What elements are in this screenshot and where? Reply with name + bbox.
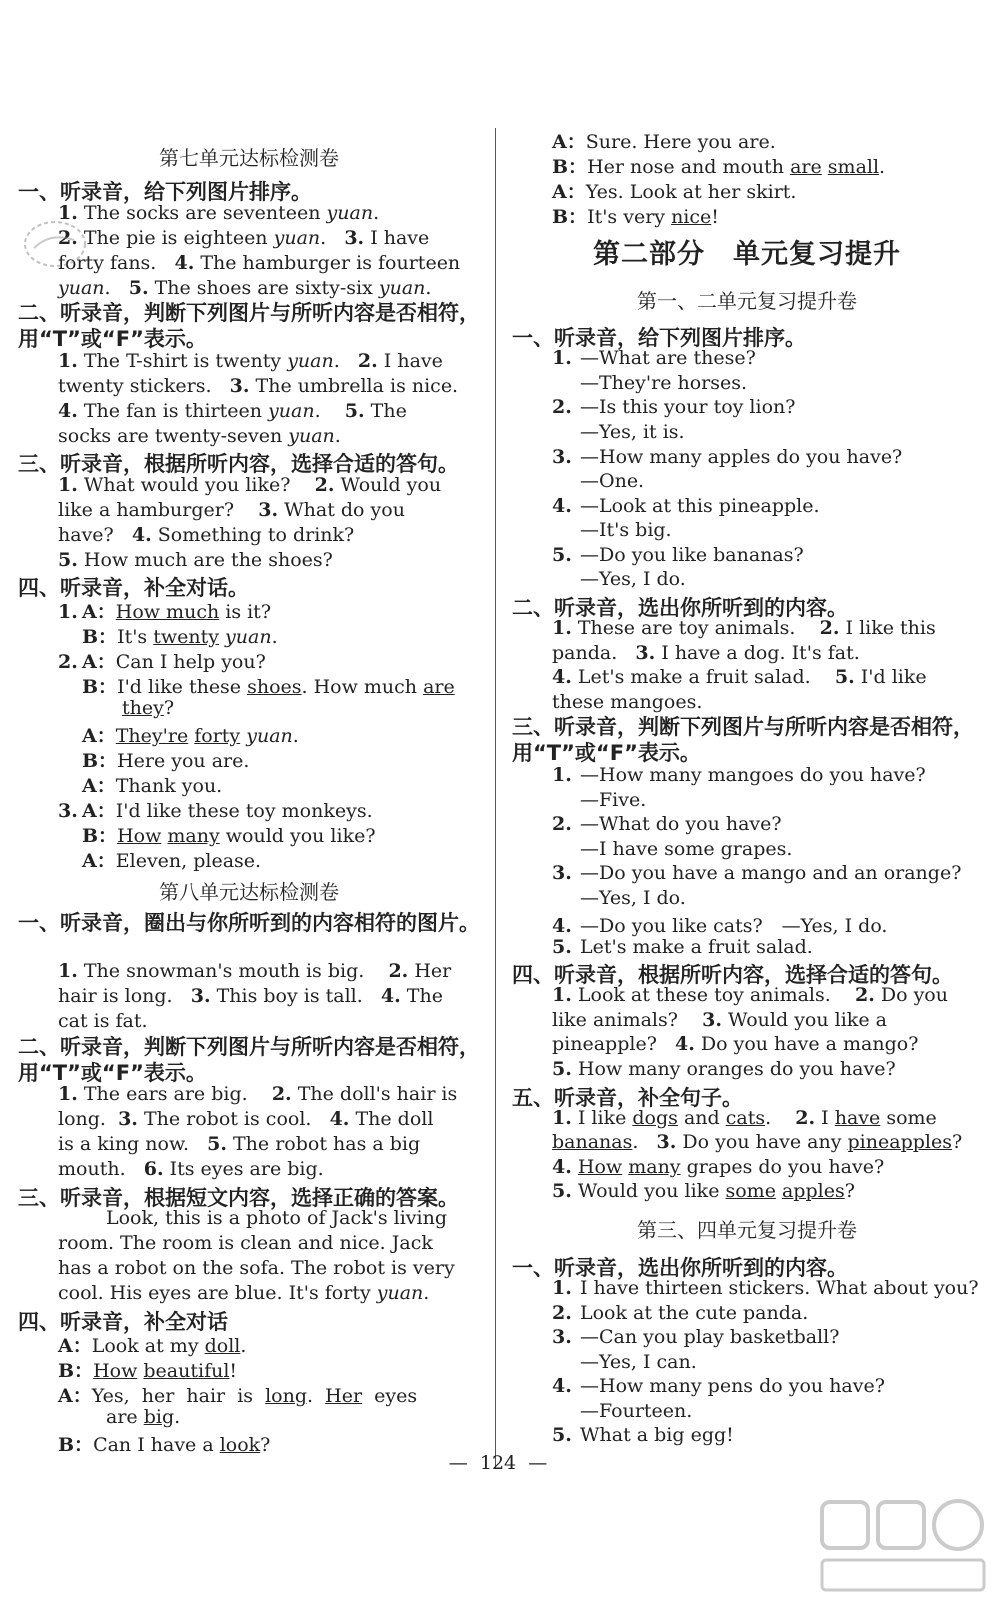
u7-q1-line: forty fans. 4. The hamburger is fourteen <box>58 252 461 274</box>
dialogue-line: 2. —Is this your toy lion? <box>552 396 796 418</box>
dialogue-line: A：They're forty yuan. <box>82 725 299 747</box>
u7-q3-line: 1. What would you like? 2. Would you <box>58 474 442 496</box>
u7-q2-line: 4. The fan is thirteen yuan. 5. The <box>58 400 407 422</box>
u7-q1-line: yuan. 5. The shoes are sixty-six yuan. <box>58 277 432 299</box>
u7-question1-heading: 一、听录音，给下列图片排序。 <box>18 180 312 204</box>
dialogue-line: are big. <box>106 1406 181 1428</box>
part2-title: 第二部分 单元复习提升 <box>593 239 901 270</box>
dialogue-line: B：I'd like these shoes. How much are <box>82 676 455 698</box>
dialogue-line: 3. —Can you play basketball? <box>552 1326 840 1348</box>
u8-question3-heading: 三、听录音，根据短文内容，选择正确的答案。 <box>18 1186 459 1210</box>
dialogue-line: B：Can I have a look? <box>58 1434 271 1456</box>
dialogue-line: 5. —Do you like bananas? <box>552 544 804 566</box>
dialogue-line: B：How many would you like? <box>82 825 376 847</box>
r-q5-line: 1. I like dogs and cats. 2. I have some <box>552 1107 937 1129</box>
u7-q3-line: like a hamburger? 3. What do you <box>58 499 405 521</box>
u8-q1-line: hair is long. 3. This boy is tall. 4. The <box>58 985 443 1007</box>
dialogue-line: they? <box>122 697 175 719</box>
dialogue-line: B：It's twenty yuan. <box>82 626 278 648</box>
dialogue-line: 3. —How many apples do you have? <box>552 446 903 468</box>
r-q2-line: 4. Let's make a fruit salad. 5. I'd like <box>552 666 927 688</box>
dialogue-line: 3. A：I'd like these toy monkeys. <box>58 800 373 822</box>
dialogue-line: —One. <box>580 470 645 492</box>
dialogue-line: —Yes, it is. <box>580 421 685 443</box>
u8-q1-line: 1. The snowman's mouth is big. 2. Her <box>58 960 452 982</box>
dialogue-line: A：Look at my doll. <box>58 1335 247 1357</box>
dialogue-line: B：How beautiful! <box>58 1360 238 1382</box>
r-q5-line: 5. Would you like some apples? <box>552 1180 855 1202</box>
u7-question3-heading: 三、听录音，根据所听内容，选择合适的答句。 <box>18 452 459 476</box>
dialogue-line: 1. I have thirteen stickers. What about you? <box>552 1277 979 1299</box>
dialogue-line: —Fourteen. <box>580 1400 693 1422</box>
dialogue-line: B：Her nose and mouth are small. <box>552 156 886 178</box>
dialogue-line: 1. —How many mangoes do you have? <box>552 764 926 786</box>
r-q5-line: 4. How many grapes do you have? <box>552 1156 885 1178</box>
u7-q3-line: have? 4. Something to drink? <box>58 524 355 546</box>
u8-question4-heading: 四、听录音，补全对话 <box>18 1310 228 1334</box>
dialogue-line: A：Yes. Look at her skirt. <box>552 181 797 203</box>
dialogue-line: A：Eleven, please. <box>82 850 262 872</box>
u7-q1-line: 2. The pie is eighteen yuan. 3. I have <box>58 227 430 249</box>
u7-q2-line: socks are twenty-seven yuan. <box>58 425 341 447</box>
r-question3-heading: 三、听录音，判断下列图片与所听内容是否相符，用“T”或“F”表示。 <box>512 715 974 765</box>
unit34-title: 第三、四单元复习提升卷 <box>637 1218 857 1242</box>
dialogue-line: A：Yes, her hair is long. Her eyes <box>58 1385 418 1407</box>
passage-line: has a robot on the sofa. The robot is very <box>58 1257 455 1279</box>
dialogue-line: —It's big. <box>580 519 672 541</box>
u8-q2-line: long. 3. The robot is cool. 4. The doll <box>58 1108 434 1130</box>
r-q4-line: pineapple? 4. Do you have a mango? <box>552 1033 919 1055</box>
dialogue-line: 2. —What do you have? <box>552 813 782 835</box>
dialogue-line: 5. What a big egg! <box>552 1424 734 1446</box>
passage-line: room. The room is clean and nice. Jack <box>58 1232 433 1254</box>
dialogue-line: A：Sure. Here you are. <box>552 131 776 153</box>
dialogue-line: 5. Let's make a fruit salad. <box>552 936 813 958</box>
u7-q1-line: 1. The socks are seventeen yuan. <box>58 202 380 224</box>
u7-question4-heading: 四、听录音，补全对话。 <box>18 576 249 600</box>
unit7-title: 第七单元达标检测卷 <box>159 146 339 170</box>
u8-q2-line: is a king now. 5. The robot has a big <box>58 1133 421 1155</box>
r-question2-heading: 二、听录音，选出你所听到的内容。 <box>512 596 848 620</box>
dialogue-line: —Yes, I can. <box>580 1351 697 1373</box>
u7-q2-line: 1. The T-shirt is twenty yuan. 2. I have <box>58 350 443 372</box>
r-question1-heading: 一、听录音，给下列图片排序。 <box>512 326 806 350</box>
u7-q3-line: 5. How much are the shoes? <box>58 549 333 571</box>
r-q4-line: 5. How many oranges do you have? <box>552 1058 896 1080</box>
dialogue-line: 2. A：Can I help you? <box>58 651 266 673</box>
dialogue-line: B：Here you are. <box>82 750 250 772</box>
u7-q2-line: twenty stickers. 3. The umbrella is nice. <box>58 375 459 397</box>
dialogue-line: —I have some grapes. <box>580 838 793 860</box>
answer-site-watermark-icon <box>818 1498 988 1594</box>
dialogue-line: 4. —Look at this pineapple. <box>552 495 820 517</box>
dialogue-line: —Five. <box>580 789 647 811</box>
u8-question2-heading: 二、听录音，判断下列图片与所听内容是否相符，用“T”或“F”表示。 <box>18 1035 480 1085</box>
r-q2-line: panda. 3. I have a dog. It's fat. <box>552 642 860 664</box>
dialogue-line: 1. —What are these? <box>552 347 756 369</box>
r-q5-line: bananas. 3. Do you have any pineapples? <box>552 1131 963 1153</box>
r-q4-line: like animals? 3. Would you like a <box>552 1009 887 1031</box>
dialogue-line: A：Thank you. <box>82 775 223 797</box>
passage-line: Look, this is a photo of Jack's living <box>106 1207 447 1229</box>
dialogue-line: 3. —Do you have a mango and an orange? <box>552 862 962 884</box>
unit8-title: 第八单元达标检测卷 <box>159 880 339 904</box>
dialogue-line: —Yes, I do. <box>580 887 686 909</box>
u8-question1-heading: 一、听录音，圈出与你所听到的内容相符的图片。 <box>18 911 480 935</box>
u8-q2-line: 1. The ears are big. 2. The doll's hair is <box>58 1083 458 1105</box>
r-q2-line: these mangoes. <box>552 691 703 713</box>
dialogue-line: B：It's very nice! <box>552 206 719 228</box>
dialogue-line: 4. —How many pens do you have? <box>552 1375 885 1397</box>
r-question6-heading: 一、听录音，选出你所听到的内容。 <box>512 1256 848 1280</box>
dialogue-line: —Yes, I do. <box>580 568 686 590</box>
ink-stamp-icon <box>20 214 90 274</box>
column-divider <box>495 128 496 1468</box>
passage-line: cool. His eyes are blue. It's forty yuan. <box>58 1282 430 1304</box>
u7-question2-heading: 二、听录音，判断下列图片与所听内容是否相符，用“T”或“F”表示。 <box>18 301 480 351</box>
page-number: — 124 — <box>448 1452 548 1474</box>
dialogue-line: 4. —Do you like cats? —Yes, I do. <box>552 915 888 937</box>
u8-q1-line: cat is fat. <box>58 1010 148 1032</box>
dialogue-line: —They're horses. <box>580 372 748 394</box>
dialogue-line: 2. Look at the cute panda. <box>552 1302 809 1324</box>
r-q4-line: 1. Look at these toy animals. 2. Do you <box>552 984 948 1006</box>
r-q2-line: 1. These are toy animals. 2. I like this <box>552 617 936 639</box>
u8-q2-line: mouth. 6. Its eyes are big. <box>58 1158 324 1180</box>
unit12-title: 第一、二单元复习提升卷 <box>637 289 857 313</box>
dialogue-line: 1. A：How much is it? <box>58 601 272 623</box>
r-question4-heading: 四、听录音，根据所听内容，选择合适的答句。 <box>512 963 953 987</box>
r-question5-heading: 五、听录音，补全句子。 <box>512 1086 743 1110</box>
